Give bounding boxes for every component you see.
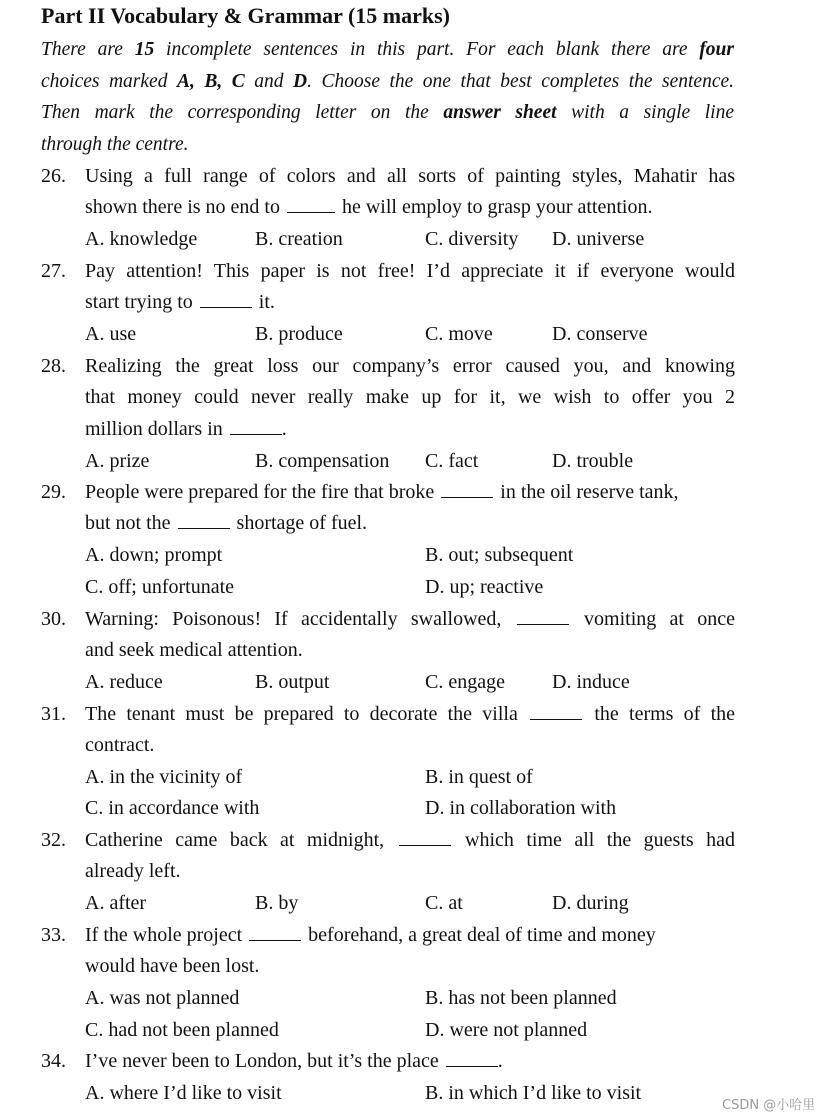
option-c: C. engage xyxy=(425,671,505,693)
question-number: 32. xyxy=(41,829,66,851)
option-b: B. compensation xyxy=(255,450,390,472)
question-text: I’ve never been to London, but it’s the place . xyxy=(85,1050,503,1072)
question-text: contract. xyxy=(85,734,155,756)
instructions-line-3: Then mark the corresponding letter on the answer sheet with a single line xyxy=(41,102,734,123)
option-b: B. has not been planned xyxy=(425,987,617,1009)
answer-blank xyxy=(287,196,335,213)
question-number: 33. xyxy=(41,924,66,946)
answer-blank xyxy=(230,418,282,435)
option-a: A. after xyxy=(85,892,147,914)
answer-blank xyxy=(530,703,582,720)
option-a: A. use xyxy=(85,323,137,345)
question-text: Pay attention! This paper is not free! I’d appreciate it if everyone would xyxy=(85,260,735,282)
option-b: B. in which I’d like to visit xyxy=(425,1082,642,1104)
option-d: D. in collaboration with xyxy=(425,797,617,819)
question-number: 29. xyxy=(41,481,66,503)
question-text: shown there is no end to he will employ to grasp your attention. xyxy=(85,196,653,218)
answer-blank xyxy=(200,291,252,308)
option-c: C. fact xyxy=(425,450,479,472)
answer-blank xyxy=(441,481,493,498)
option-b: B. produce xyxy=(255,323,343,345)
option-d: D. were not planned xyxy=(425,1019,588,1041)
question-text: already left. xyxy=(85,860,181,882)
question-text: start trying to it. xyxy=(85,291,275,313)
option-d: D. up; reactive xyxy=(425,576,544,598)
option-d: D. conserve xyxy=(552,323,648,345)
question-text: that money could never really make up for it, we wish to offer you 2 xyxy=(85,386,735,408)
option-d: D. induce xyxy=(552,671,630,693)
question-text: If the whole project beforehand, a great deal of time and money xyxy=(85,924,656,946)
option-b: B. in quest of xyxy=(425,766,533,788)
option-d: D. universe xyxy=(552,228,645,250)
answer-blank xyxy=(517,608,569,625)
question-number: 27. xyxy=(41,260,66,282)
question-number: 26. xyxy=(41,165,66,187)
answer-blank xyxy=(446,1050,498,1067)
option-b: B. output xyxy=(255,671,330,693)
answer-blank xyxy=(399,829,451,846)
option-a: A. down; prompt xyxy=(85,544,223,566)
option-c: C. diversity xyxy=(425,228,519,250)
answer-blank xyxy=(249,924,301,941)
question-number: 28. xyxy=(41,355,66,377)
question-number: 34. xyxy=(41,1050,66,1072)
question-text: Catherine came back at midnight, which time all the guests had xyxy=(85,829,736,851)
option-b: B. creation xyxy=(255,228,343,250)
question-text: The tenant must be prepared to decorate the villa the terms of the xyxy=(85,703,736,725)
option-a: A. in the vicinity of xyxy=(85,766,243,788)
option-c: C. had not been planned xyxy=(85,1019,279,1041)
answer-blank xyxy=(178,512,230,529)
option-c: C. off; unfortunate xyxy=(85,576,235,598)
option-a: A. where I’d like to visit xyxy=(85,1082,282,1104)
question-text: would have been lost. xyxy=(85,955,260,977)
section-title: Part II Vocabulary & Grammar (15 marks) xyxy=(41,3,450,28)
option-a: A. was not planned xyxy=(85,987,240,1009)
question-text: Warning: Poisonous! If accidentally swallowed, vomiting at once xyxy=(85,608,736,630)
question-number: 30. xyxy=(41,608,66,630)
option-c: C. at xyxy=(425,892,463,914)
question-text: and seek medical attention. xyxy=(85,639,303,661)
option-d: D. during xyxy=(552,892,629,914)
instructions-line-1: There are 15 incomplete sentences in this part. For each blank there are four xyxy=(41,39,734,60)
watermark: CSDN @小哈里 xyxy=(722,1098,816,1113)
option-a: A. knowledge xyxy=(85,228,198,250)
question-number: 31. xyxy=(41,703,66,725)
instructions-line-4: through the centre. xyxy=(41,134,189,155)
question-text: but not the shortage of fuel. xyxy=(85,512,368,534)
question-text: Realizing the great loss our company’s error caused you, and knowing xyxy=(85,355,735,377)
option-c: C. in accordance with xyxy=(85,797,260,819)
option-b: B. by xyxy=(255,892,299,914)
question-text: million dollars in . xyxy=(85,418,287,440)
option-a: A. prize xyxy=(85,450,150,472)
question-text: Using a full range of colors and all sorts of painting styles, Mahatir has xyxy=(85,165,735,187)
option-d: D. trouble xyxy=(552,450,634,472)
option-b: B. out; subsequent xyxy=(425,544,574,566)
option-c: C. move xyxy=(425,323,493,345)
instructions-line-2: choices marked A, B, C and D. Choose the one that best completes the sentence. xyxy=(41,71,735,92)
option-a: A. reduce xyxy=(85,671,163,693)
question-text: People were prepared for the fire that broke in the oil reserve tank, xyxy=(85,481,679,503)
